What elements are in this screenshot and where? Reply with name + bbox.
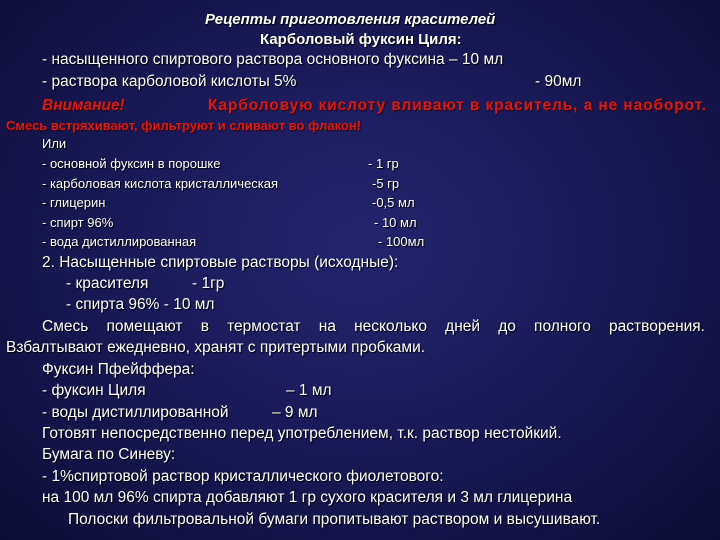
pfeiffer-note: Готовят непосредственно перед употреблением, т.к. раствор нестойкий. [42,425,562,442]
alt-item-amount: -5 гр [372,176,400,191]
warning-line2: Смесь встряхивают, фильтруют и сливают во флакон! [6,118,362,133]
alt-item-amount: - 1 гр [368,156,399,171]
sineva-line2: на 100 мл 96% спирта добавляют 1 гр сухого красителя и 3 мл глицерина [42,489,573,506]
alt-item-name: - карболовая кислота кристаллическая [42,176,279,191]
alt-item-name: - вода дистиллированная [42,234,197,249]
recipe1-line2-value: - 90мл [535,73,582,90]
alt-item-amount: -0,5 мл [372,195,415,210]
alt-heading: Или [42,136,67,151]
pfeiffer-item-name: - фуксин Циля [42,382,146,399]
recipe1-line1: - насыщенного спиртового раствора основного фуксина – 10 мл [42,51,504,68]
sineva-line3: Полоски фильтровальной бумаги пропитывают раствором и высушивают. [68,511,601,528]
slide-subtitle: Карболовый фуксин Циля: [260,31,462,48]
pfeiffer-heading: Фуксин Пфейффера: [42,361,195,378]
sineva-heading: Бумага по Синеву: [42,446,176,463]
slide-title: Рецепты приготовления красителей [205,11,496,28]
alt-item-name: - спирт 96% [42,215,114,230]
alt-item-amount: - 10 мл [374,215,417,230]
pfeiffer-item-amount: – 9 мл [272,404,318,421]
section2-para2: Взбалтывают ежедневно, хранят с притертыми пробками. [6,339,426,356]
section2-dye-value: - 1гр [192,275,225,292]
warning-label: Внимание! [42,97,125,114]
warning-text: Карболовую кислоту вливают в краситель, а не наоборот. [207,97,707,114]
section2-dye-label: - красителя [66,275,149,292]
recipe1-line2-label: - раствора карболовой кислоты 5% [42,73,297,90]
pfeiffer-item-name: - воды дистиллированной [42,404,229,421]
warning-line [42,98,707,114]
section2-para1: Смесь помещают в термостат на несколько дней до полного растворения. [42,318,705,335]
pfeiffer-item-amount: – 1 мл [286,382,332,399]
alt-item-name: - глицерин [42,195,106,210]
section2-heading: 2. Насыщенные спиртовые растворы (исходные): [42,254,399,271]
sineva-line1: - 1%спиртовой раствор кристаллического фиолетового: [42,468,444,485]
alt-item-name: - основной фуксин в порошке [42,156,221,171]
alt-item-amount: - 100мл [378,234,425,249]
section2-alcohol: - спирта 96% - 10 мл [66,296,215,313]
